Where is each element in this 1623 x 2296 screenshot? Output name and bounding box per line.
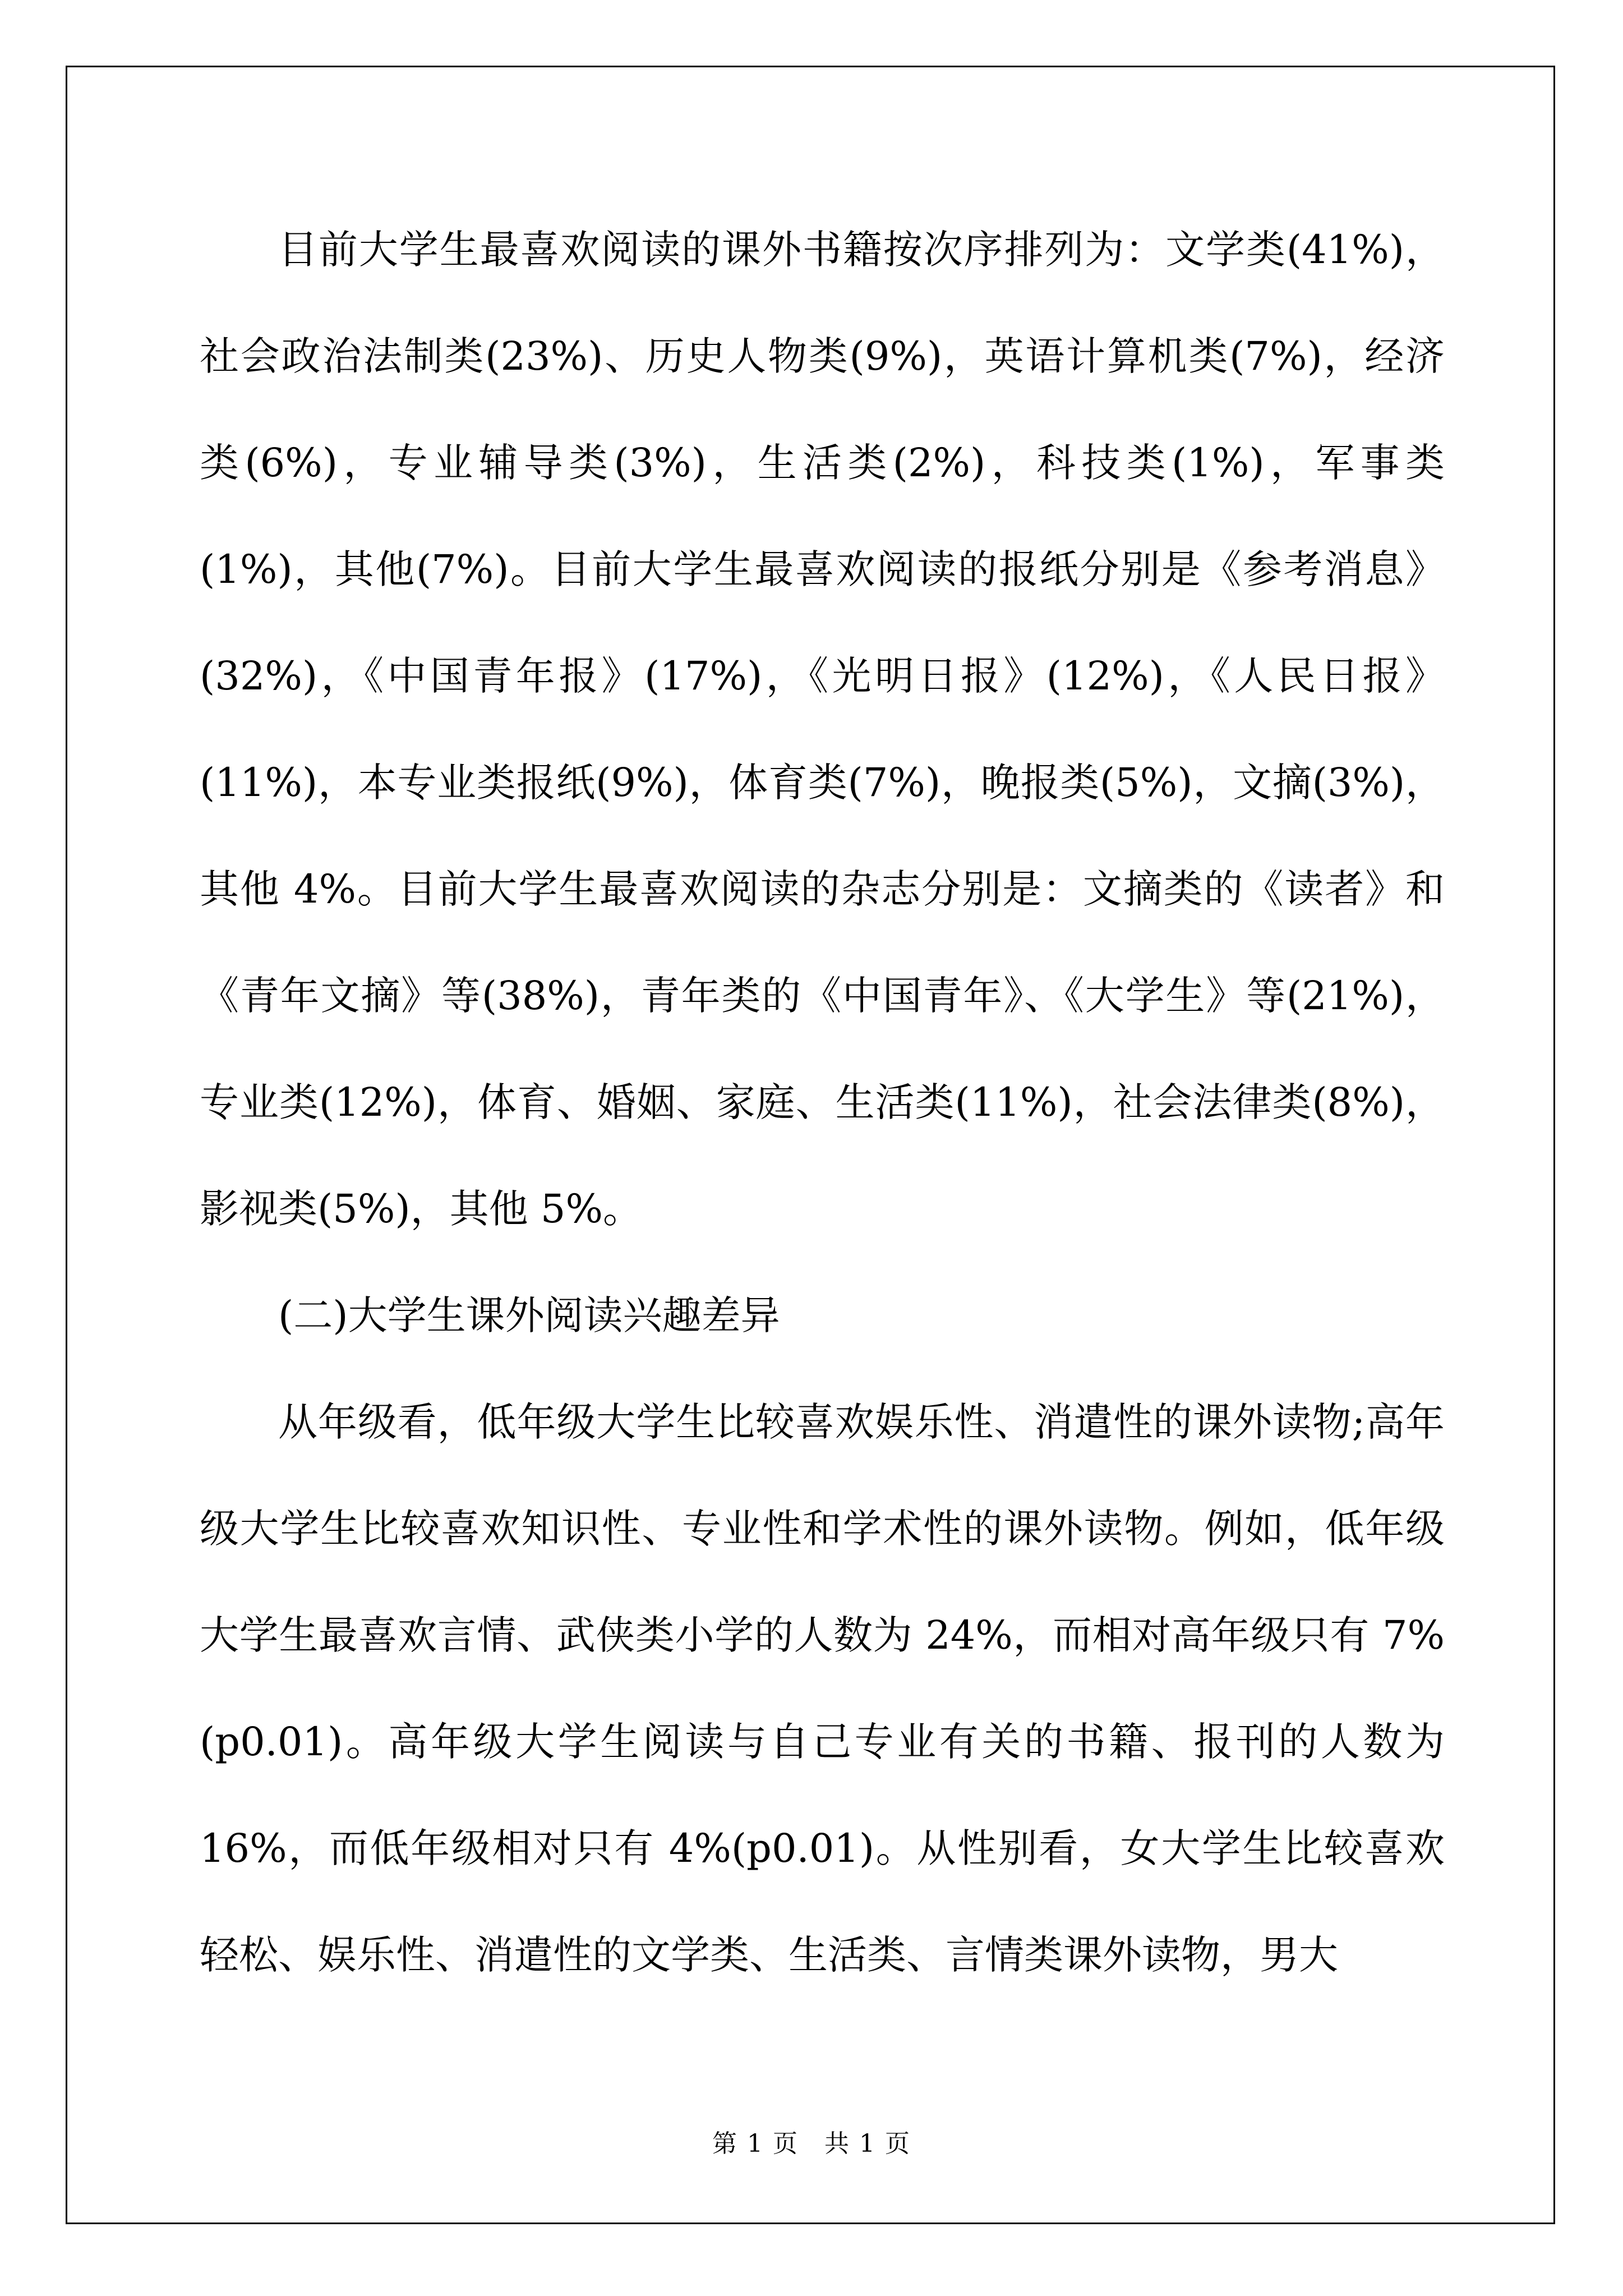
paragraph-reading-preferences: 目前大学生最喜欢阅读的课外书籍按次序排列为：文学类(41%)，社会政治法制类(23%)、历史人物类(9%)，英语计算机类(7%)，经济类(6%)，专业辅导类(3%)，生活类(2%)，科技类(1%)，军事类(1%)，其他(7%)。目前大学生最喜欢阅读的报纸分别是《参考消息》(32%)，《中国青年报》(17%)，《光明日报》(12%)，《人民日报》(11%)，本专业类报纸(9%)，体育类(7%)，晚报类(5%)，文摘(3%)，其他 4%。目前大学生最喜欢阅读的杂志分别是：文摘类的《读者》和《青年文摘》等(38%)，青年类的《中国青年》、《大学生》等(21%)，专业类(12%)，体育、婚姻、家庭、生活类(11%)，社会法律类(8%)，影视类(5%)，其他 5%。 <box>200 227 1445 1232</box>
paragraph-interest-differences: 从年级看，低年级大学生比较喜欢娱乐性、消遣性的课外读物;高年级大学生比较喜欢知识性、专业性和学术性的课外读物。例如，低年级大学生最喜欢言情、武侠类小学的人数为 24%，而相对高年级只有 7%(p0.01)。高年级大学生阅读与自己专业有关的书籍、报刊的人数为 16%，而低年级相对只有 4%(p0.01)。从性别看，女大学生比较喜欢轻松、娱乐性、消遣性的文学类、生活类、言情类课外读物，男大 <box>200 1399 1445 1978</box>
section-heading: (二)大学生课外阅读兴趣差异 <box>278 1292 780 1338</box>
page-number-footer: 第 1 页 共 1 页 <box>712 2129 911 2158</box>
document-body <box>200 196 1445 2008</box>
